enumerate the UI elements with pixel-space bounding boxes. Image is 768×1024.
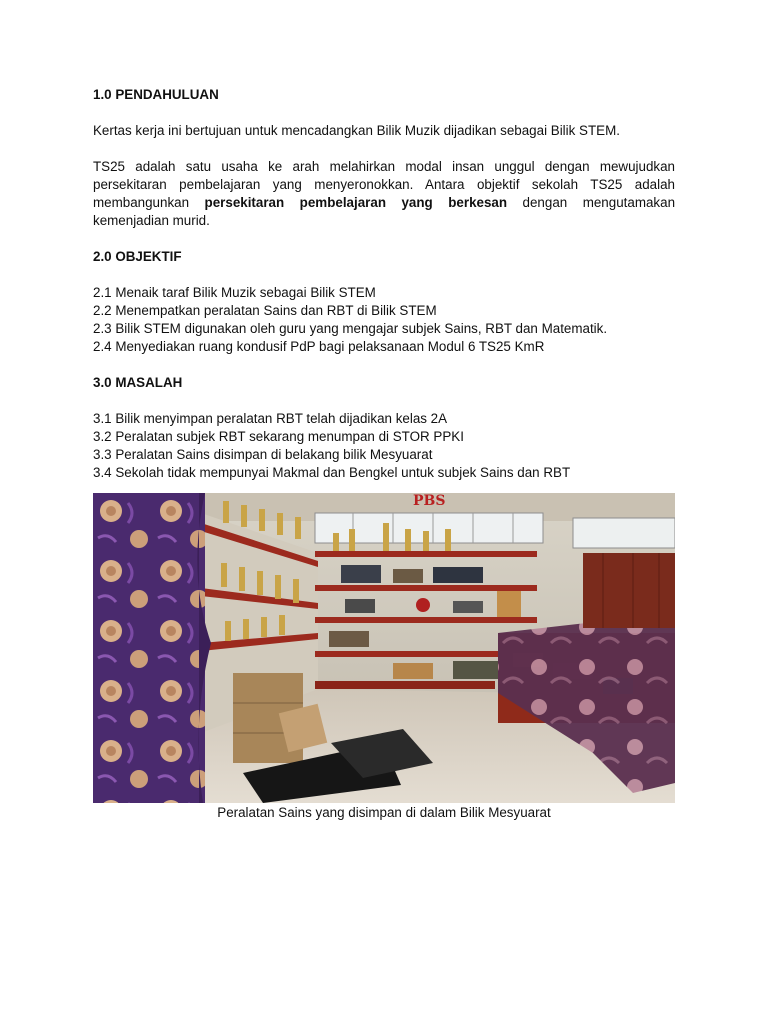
ts25-paragraph — [93, 158, 675, 230]
list-item: 2.3 Bilik STEM digunakan oleh guru yang mengajar subjek Sains, RBT dan Matematik. — [93, 321, 608, 336]
ts25-text-bold: persekitaran pembelajaran yang berkesan — [204, 195, 508, 210]
storage-room-photo — [93, 493, 675, 803]
list-item: 3.4 Sekolah tidak mempunyai Makmal dan Bengkel untuk subjek Sains dan RBT — [93, 465, 571, 480]
list-item: 3.1 Bilik menyimpan peralatan RBT telah dijadikan kelas 2A — [93, 411, 448, 426]
section-heading-pendahuluan: 1.0 PENDAHULUAN — [93, 87, 219, 102]
section-heading-objektif: 2.0 OBJEKTIF — [93, 249, 182, 264]
ts25-text-start: TS25 adalah satu usaha ke arah melahirkan modal insan unggul dengan mewujudkan persekitaran pembelajaran yang menyeronokkan. Antara objektif sekolah TS25 adalah membangunkan — [93, 159, 675, 210]
figure-caption: Peralatan Sains yang disimpan di dalam Bilik Mesyuarat — [217, 805, 551, 820]
problem-list — [93, 410, 675, 482]
section-heading-masalah: 3.0 MASALAH — [93, 375, 183, 390]
list-item: 2.2 Menempatkan peralatan Sains dan RBT di Bilik STEM — [93, 303, 437, 318]
ts25-text-end: dengan mengutamakan kemenjadian murid. — [93, 195, 676, 228]
list-item: 2.1 Menaik taraf Bilik Muzik sebagai Bilik STEM — [93, 285, 376, 300]
document-body — [93, 86, 675, 482]
svg-text:PBS: PBS — [413, 493, 446, 509]
objective-list — [93, 284, 675, 356]
list-item: 3.2 Peralatan subjek RBT sekarang menumpan di STOR PPKI — [93, 429, 464, 444]
pbs-sign — [413, 493, 445, 509]
list-item: 2.4 Menyediakan ruang kondusif PdP bagi pelaksanaan Modul 6 TS25 KmR — [93, 339, 545, 354]
list-item: 3.3 Peralatan Sains disimpan di belakang bilik Mesyuarat — [93, 447, 433, 462]
intro-paragraph: Kertas kerja ini bertujuan untuk mencadangkan Bilik Muzik dijadikan sebagai Bilik STEM. — [93, 123, 620, 138]
